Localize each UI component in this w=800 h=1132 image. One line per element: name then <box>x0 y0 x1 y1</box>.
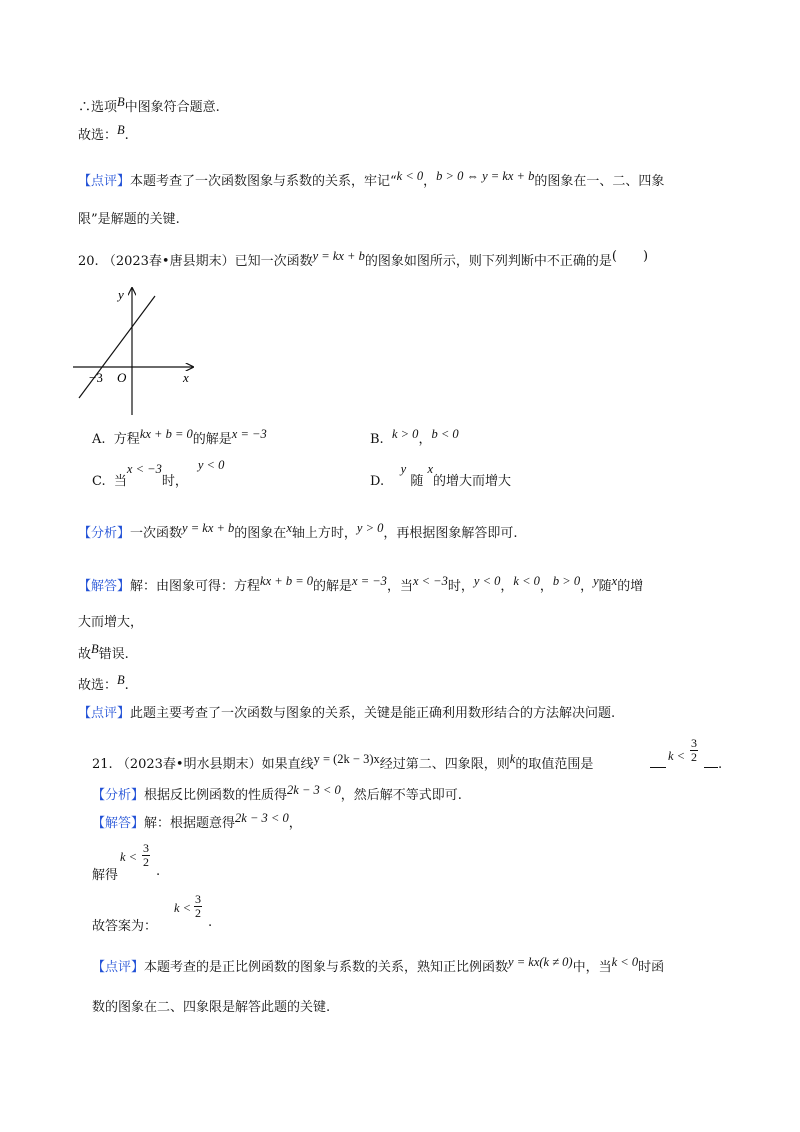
math-expr: k < <box>174 901 192 915</box>
math-var: x <box>427 462 434 476</box>
question-21 <box>92 752 594 774</box>
math-expr: k < 0 <box>513 574 540 588</box>
solution-text: 错误. <box>98 647 129 662</box>
question-end: . <box>718 757 723 772</box>
math-expr: y = kx + b <box>182 521 235 535</box>
answer-lhs: k < <box>668 749 686 763</box>
option-label: C. <box>92 474 106 489</box>
math-expr: y = (2k − 3)x <box>313 752 380 766</box>
option-a <box>92 427 267 449</box>
review-21-line2: 数的图象在二、四象限是解答此题的关键. <box>92 1000 331 1015</box>
review-19-line1 <box>78 169 665 191</box>
solution-21-answer <box>92 892 242 939</box>
review-text: 的图象在一、二、四象 <box>534 174 665 189</box>
option-text: 的解是 <box>192 432 232 447</box>
answer-value: B <box>117 673 125 687</box>
math-expr: y = kx(k ≠ 0) <box>508 955 573 969</box>
math-var: y <box>400 462 407 476</box>
analysis-tag: 【分析】 <box>78 526 131 541</box>
answer-label: 故选： <box>78 678 118 693</box>
function-graph <box>68 282 208 422</box>
solution-tag: 【解答】 <box>78 579 131 594</box>
solution-text: ，当 <box>386 579 413 594</box>
option-text: 方程 <box>113 432 140 447</box>
math-expr: k < <box>120 850 138 864</box>
analysis-21 <box>92 783 462 805</box>
blank-underline-right <box>704 767 718 768</box>
answer-fraction <box>194 893 202 920</box>
option-label: A. <box>92 432 106 447</box>
analysis-text: 轴上方时， <box>291 526 357 541</box>
review-text: 时函 <box>638 960 665 975</box>
origin-label: O <box>117 370 127 385</box>
separator: ， <box>500 579 514 594</box>
math-expr: y < 0 <box>473 574 501 588</box>
solution-text: 解：由图象可得：方程 <box>130 579 261 594</box>
question-20 <box>78 249 649 271</box>
review-text: 此题主要考查了一次函数与图象的关系，关键是能正确利用数形结合的方法解决问题. <box>130 706 616 721</box>
question-number: 21. <box>92 757 113 772</box>
solution-text: 的增 <box>617 579 644 594</box>
question-source: （2023春•明水县期末）如果直线 <box>116 757 314 772</box>
analysis-text: ，然后解不等式即可. <box>340 788 462 803</box>
question-source: （2023春•唐县期末）已知一次函数 <box>102 254 313 269</box>
analysis-tag: 【分析】 <box>92 788 145 803</box>
math-expr: y < 0 <box>197 458 225 472</box>
fraction-denominator: 2 <box>195 906 201 920</box>
solution-text: ， <box>288 816 302 831</box>
review-19-line2: 限”是解题的关键. <box>78 212 180 227</box>
intercept-label: −3 <box>89 370 103 385</box>
solve-fraction <box>142 842 150 869</box>
conclusion-line <box>78 95 220 117</box>
option-text: 的增大而增大 <box>433 474 512 489</box>
solution-20-line2: 大而增大， <box>78 615 144 630</box>
y-axis-label: y <box>118 287 124 302</box>
math-expr: y = kx + b <box>312 249 365 263</box>
x-axis-label: x <box>183 370 189 385</box>
option-c <box>92 458 225 491</box>
question-text: 的图象如图所示，则下列判断中不正确的是 <box>364 254 612 269</box>
separator: ， <box>418 432 432 447</box>
review-text: 本题考查的是正比例函数的图象与系数的关系，熟知正比例函数 <box>144 960 509 975</box>
answer-end: . <box>124 128 129 143</box>
answer-line <box>78 123 129 145</box>
math-expr: x < −3 <box>412 574 448 588</box>
answer-end: . <box>208 915 213 930</box>
review-20 <box>78 705 615 723</box>
math-expr: x = −3 <box>352 574 387 588</box>
math-expr: x < −3 <box>126 462 162 476</box>
option-text: 当 <box>113 474 127 489</box>
review-21-line1 <box>92 955 665 977</box>
review-tag: 【点评】 <box>78 174 131 189</box>
fraction-numerator: 3 <box>691 736 697 750</box>
option-b <box>370 427 459 449</box>
math-expr: b > 0 <box>552 574 581 588</box>
question-number: 20. <box>78 254 99 269</box>
math-expr: 2k − 3 < 0 <box>287 783 341 797</box>
answer-blank <box>650 735 723 775</box>
separator: ， <box>423 174 437 189</box>
fraction-numerator: 3 <box>143 841 149 855</box>
conclusion-text: ∴选项 <box>78 100 118 115</box>
math-expr: k < 0 <box>611 955 639 969</box>
solution-tag: 【解答】 <box>92 816 145 831</box>
separator: ， <box>580 579 594 594</box>
answer-label: 故答案为： <box>92 919 158 934</box>
solution-text: 随 <box>598 579 612 594</box>
solution-text: 的解是 <box>313 579 353 594</box>
math-expr: k < 0 <box>396 169 424 183</box>
option-text: 时， <box>161 474 188 489</box>
analysis-text: 的图象在 <box>234 526 287 541</box>
math-expr: kx + b = 0 <box>260 574 313 588</box>
solution-20-line4 <box>78 673 129 695</box>
option-label: B. <box>370 432 384 447</box>
math-expr: x = −3 <box>231 427 267 441</box>
separator: ， <box>539 579 553 594</box>
math-var: y <box>593 574 599 588</box>
answer-value: B <box>117 123 125 137</box>
question-text: 经过第二、四象限，则 <box>379 757 510 772</box>
math-var: B <box>117 95 125 109</box>
analysis-text: ，再根据图象解答即可. <box>383 526 518 541</box>
solution-21-line1 <box>92 811 302 833</box>
review-tag: 【点评】 <box>92 960 145 975</box>
solution-text: 解：根据题意得 <box>144 816 236 831</box>
solution-end: . <box>156 864 161 879</box>
review-text: 中，当 <box>572 960 612 975</box>
math-expr: kx + b = 0 <box>139 427 193 441</box>
analysis-text: 根据反比例函数的性质得 <box>144 788 288 803</box>
answer-bracket: ( ) <box>611 249 649 264</box>
math-expr: k > 0 <box>391 427 419 441</box>
math-var: x <box>611 574 618 588</box>
analysis-20 <box>78 521 518 543</box>
answer-fraction <box>690 737 698 764</box>
solution-text: 时， <box>447 579 474 594</box>
fraction-denominator: 2 <box>143 855 149 869</box>
blank-underline-left <box>650 767 666 768</box>
question-text: 的取值范围是 <box>515 757 594 772</box>
solution-20-line3 <box>78 642 129 664</box>
option-d <box>370 462 512 491</box>
math-var: B <box>91 642 99 656</box>
review-text: 本题考查了一次函数图象与系数的关系，牢记“ <box>130 174 397 189</box>
solution-21-solve <box>92 842 212 886</box>
math-var: x <box>286 521 292 535</box>
math-expr: b < 0 <box>431 427 459 441</box>
analysis-text: 一次函数 <box>130 526 183 541</box>
math-var: k <box>509 752 516 766</box>
solution-text: 解得 <box>92 868 119 883</box>
review-tag: 【点评】 <box>78 706 131 721</box>
solution-20-line1 <box>78 574 644 596</box>
math-expr: y > 0 <box>356 521 384 535</box>
solution-text: 故 <box>78 647 92 662</box>
answer-label: 故选： <box>78 128 118 143</box>
answer-end: . <box>124 678 129 693</box>
conclusion-tail: 中图象符合题意. <box>124 100 220 115</box>
option-text: 随 <box>410 474 424 489</box>
math-expr: b > 0 ⇔ y = kx + b <box>436 169 535 183</box>
fraction-denominator: 2 <box>691 750 697 764</box>
math-expr: 2k − 3 < 0 <box>235 811 289 825</box>
fraction-numerator: 3 <box>195 892 201 906</box>
option-label: D. <box>370 474 385 489</box>
